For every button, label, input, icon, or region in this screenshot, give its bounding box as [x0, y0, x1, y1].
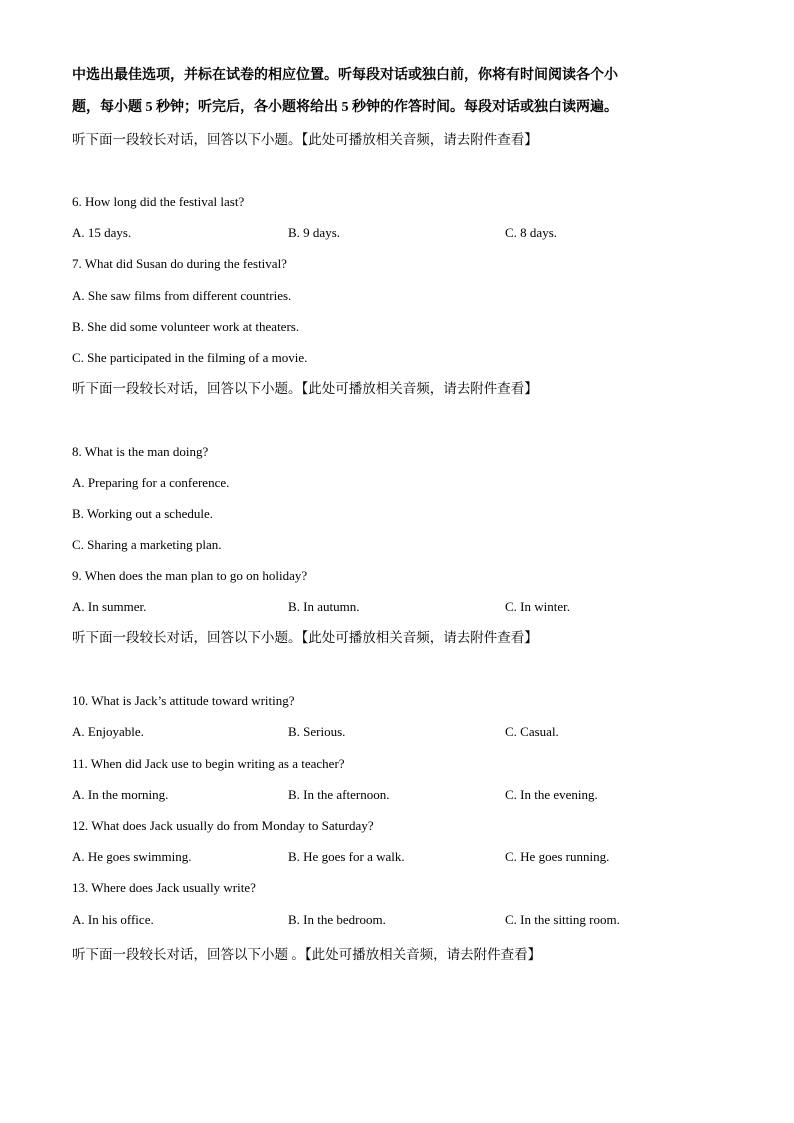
- option-10c: C. Casual.: [505, 724, 559, 739]
- question-7: 7. What did Susan do during the festival?: [72, 256, 287, 271]
- question-8: 8. What is the man doing?: [72, 444, 209, 459]
- option-10a: A. Enjoyable.: [72, 724, 144, 739]
- option-8a: A. Preparing for a conference.: [72, 475, 230, 490]
- option-9c: C. In winter.: [505, 599, 570, 614]
- question-13: 13. Where does Jack usually write?: [72, 880, 256, 895]
- option-7c: C. She participated in the filming of a movie.: [72, 350, 308, 365]
- option-6c: C. 8 days.: [505, 225, 557, 240]
- intro-line-1: 中选出最佳选项，并标在试卷的相应位置。听每段对话或独白前，你将有时间阅读各个小: [72, 68, 618, 83]
- option-8c: C. Sharing a marketing plan.: [72, 537, 222, 552]
- option-13c: C. In the sitting room.: [505, 912, 620, 927]
- option-11c: C. In the evening.: [505, 787, 598, 802]
- option-13b: B. In the bedroom.: [288, 912, 386, 927]
- option-11a: A. In the morning.: [72, 787, 169, 802]
- question-11: 11. When did Jack use to begin writing as a teacher?: [72, 756, 345, 771]
- option-7a: A. She saw films from different countries.: [72, 288, 292, 303]
- option-12a: A. He goes swimming.: [72, 849, 192, 864]
- option-12b: B. He goes for a walk.: [288, 849, 405, 864]
- audio-instruction-1: 听下面一段较长对话，回答以下小题。【此处可播放相关音频，请去附件查看】: [72, 132, 538, 147]
- option-10b: B. Serious.: [288, 724, 346, 739]
- option-11b: B. In the afternoon.: [288, 787, 390, 802]
- intro-line-2: 题，每小题 5 秒钟；听完后，各小题将给出 5 秒钟的作答时间。每段对话或独白读两遍。: [72, 100, 618, 115]
- question-9: 9. When does the man plan to go on holiday?: [72, 568, 308, 583]
- option-7b: B. She did some volunteer work at theaters.: [72, 319, 300, 334]
- option-8b: B. Working out a schedule.: [72, 506, 213, 521]
- question-10: 10. What is Jack’s attitude toward writing?: [72, 693, 295, 708]
- audio-instruction-2: 听下面一段较长对话，回答以下小题。【此处可播放相关音频，请去附件查看】: [72, 381, 538, 396]
- question-6: 6. How long did the festival last?: [72, 194, 245, 209]
- option-9b: B. In autumn.: [288, 599, 360, 614]
- option-13a: A. In his office.: [72, 912, 154, 927]
- option-9a: A. In summer.: [72, 599, 147, 614]
- option-12c: C. He goes running.: [505, 849, 610, 864]
- audio-instruction-4: 听下面一段较长对话，回答以下小题 。【此处可播放相关音频，请去附件查看】: [72, 947, 542, 962]
- audio-instruction-3: 听下面一段较长对话，回答以下小题。【此处可播放相关音频，请去附件查看】: [72, 630, 538, 645]
- option-6a: A. 15 days.: [72, 225, 132, 240]
- question-12: 12. What does Jack usually do from Monday to Saturday?: [72, 818, 374, 833]
- option-6b: B. 9 days.: [288, 225, 340, 240]
